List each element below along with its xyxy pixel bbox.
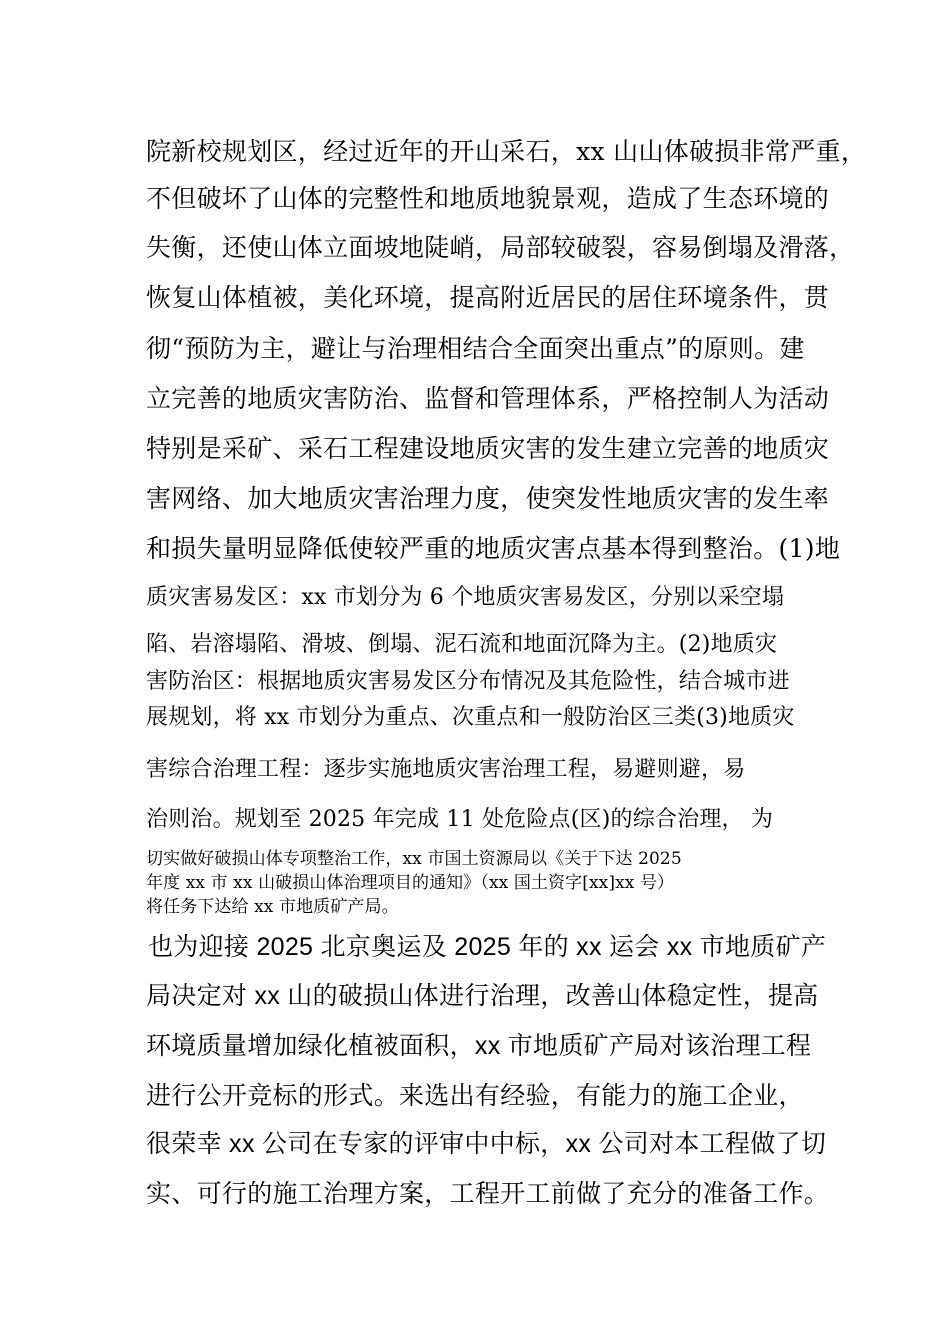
paragraph-line: 和损失量明显降低使较严重的地质灾害点基本得到整治。(1)地 bbox=[146, 534, 841, 563]
paragraph-line: 院新校规划区，经过近年的开山采石，xx 山山体破损非常严重， bbox=[146, 137, 867, 166]
paragraph-line: 很荣幸 xx 公司在专家的评审中中标，xx 公司对本工程做了切 bbox=[146, 1130, 827, 1158]
paragraph-line: 害综合治理工程：逐步实施地质灾害治理工程，易避则避，易 bbox=[146, 757, 746, 782]
paragraph-line: 治则治。规划至 2025 年完成 11 处危险点(区)的综合治理， 为 bbox=[146, 807, 774, 832]
paragraph-line: 立完善的地质灾害防治、监督和管理体系，严格控制人为活动 bbox=[146, 384, 830, 413]
paragraph-line: 特别是采矿、采石工程建设地质灾害的发生建立完善的地质灾 bbox=[146, 434, 830, 463]
paragraph-line: 实、可行的施工治理方案，工程开工前做了充分的准备工作。 bbox=[146, 1180, 830, 1208]
paragraph-line: 将任务下达给 xx 市地质矿产局。 bbox=[146, 897, 399, 917]
paragraph-line: 害防治区：根据地质灾害易发区分布情况及其危险性，结合城市进 bbox=[146, 669, 790, 694]
paragraph-line: 进行公开竞标的形式。来选出有经验，有能力的施工企业， bbox=[146, 1082, 804, 1110]
paragraph-line: 质灾害易发区：xx 市划分为 6 个地质灾害易发区，分别以采空塌 bbox=[146, 585, 785, 610]
paragraph-line: 切实做好破损山体专项整治工作，xx 市国土资源局以《关于下达 2025 bbox=[146, 849, 682, 869]
paragraph-line: 年度 xx 市 xx 山破损山体治理项目的通知》（xx 国土资字[xx]xx 号） bbox=[146, 873, 675, 893]
paragraph-line: 害网络、加大地质灾害治理力度，使突发性地质灾害的发生率 bbox=[146, 484, 830, 513]
paragraph-line: 环境质量增加绿化植被面积，xx 市地质矿产局对该治理工程 bbox=[146, 1032, 812, 1060]
paragraph-line: 也为迎接 2025 北京奥运及 2025 年的 xx 运会 xx 市地质矿产 bbox=[148, 933, 827, 961]
paragraph-line: 不但破坏了山体的完整性和地质地貌景观，造成了生态环境的 bbox=[146, 184, 830, 213]
paragraph-line: 恢复山体植被，美化环境，提高附近居民的居住环境条件，贯 bbox=[146, 283, 830, 312]
paragraph-line: 局决定对 xx 山的破损山体进行治理，改善山体稳定性，提高 bbox=[146, 982, 819, 1010]
paragraph-line: 失衡，还使山体立面坡地陡峭，局部较破裂，容易倒塌及滑落， bbox=[146, 233, 855, 262]
paragraph-line: 陷、岩溶塌陷、滑坡、倒塌、泥石流和地面沉降为主。(2)地质灾 bbox=[146, 632, 778, 657]
paragraph-line: 展规划，将 xx 市划分为重点、次重点和一般防治区三类(3)地质灾 bbox=[146, 705, 795, 730]
paragraph-line: 彻“预防为主，避让与治理相结合全面突出重点”的原则。建 bbox=[146, 334, 805, 363]
